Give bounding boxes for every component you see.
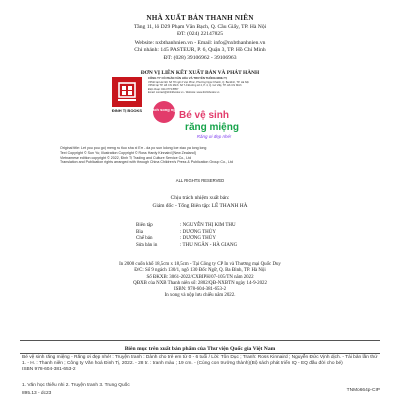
staff-name: : DƯƠNG THỦY bbox=[180, 229, 217, 235]
book-title-line1: Bé vệ sinh bbox=[178, 110, 230, 121]
responsibility-label: Chịu trách nhiệm xuất bản: bbox=[170, 195, 230, 201]
staff-name: : NGUYỄN THỊ KIM THU bbox=[180, 223, 236, 228]
print-run: In 2000 cuốn khổ 18,5cm x 18,5cm - Tại Công ty CP In và Thương mại Quốc Duy bbox=[119, 262, 281, 267]
publisher-branch: Chi nhánh: 145 PASTEUR, P. 6, Quận 3, TP. Hồ Chí Minh bbox=[134, 47, 266, 53]
cip-description: Bé vệ sinh răng miệng - Răng ơi đẹp nhé! : Truyện tranh : Dành cho trẻ em từ 0 - 6 tuổi / Lời: Tôn Dục ; Tranh: Ross Kinnaird ; Nguyễn Đức Vịnh dịch. - Tái bản lần thứ 1. - H. : Thanh niên ; Công ty Văn hoá Đinh Tị, 2022. - 28 tr. : tranh màu ; 19 cm. - (Cùng con trưởng thành)(Bộ sách phát triển IQ - EQ đầu đời cho bé) bbox=[22, 355, 378, 367]
partner-hcm-office: VPGD tại TP. Hồ Chí Minh: Số 7-9 Đường số 4, P. 4, Q. Gò Vấp, TP. Hồ Chí Minh bbox=[148, 84, 242, 87]
cip-title: Biên mục trên xuất bản phẩm của Thư viện Quốc gia Việt Nam bbox=[124, 346, 276, 352]
print-info bbox=[0, 262, 400, 300]
isbn-line: ISBN: 978-604-381-653-2 bbox=[173, 287, 227, 293]
logo-label: ĐINH TỊ BOOKS bbox=[111, 108, 143, 113]
cip-top-rule bbox=[20, 340, 380, 341]
staff-role: Bìa bbox=[136, 229, 143, 235]
partner-phone: Điện thoại: 024.3773 8857 bbox=[148, 87, 179, 91]
publisher-website: Website: nxbthanhnien.vn - Email: info@nxbthanhnien.vn bbox=[134, 40, 266, 46]
badge-icon bbox=[153, 101, 175, 123]
staff-role: Biên tập bbox=[136, 223, 153, 228]
book-title-line2: răng miệng bbox=[185, 122, 239, 133]
staff-list bbox=[136, 223, 316, 249]
staff-row bbox=[136, 236, 316, 243]
partner-section-title: ĐƠN VỊ LIÊN KẾT XUẤT BẢN VÀ PHÁT HÀNH bbox=[140, 70, 260, 76]
staff-name: : THU NGÂN - HÀ GIANG bbox=[180, 242, 238, 248]
cip-body bbox=[22, 355, 378, 374]
dinhti-books-logo-icon bbox=[112, 77, 142, 107]
publishing-decision: QĐXB của NXB Thanh niên số: 2802/QĐ-NXBTN ngày 14-9-2022 bbox=[133, 280, 267, 286]
partner-info bbox=[148, 77, 288, 95]
all-rights-reserved: ALL RIGHTS RESERVED bbox=[175, 178, 225, 183]
responsibility-director: Giám đốc - Tổng Biên tập: LÊ THANH HÀ bbox=[152, 203, 248, 209]
staff-role: Sửa bản in bbox=[136, 242, 158, 248]
partner-hanoi-office: VPGD tại Hà Nội: Số 78 ngõ 2 Vạn Phúc, Phường Ngọc Khánh, Q. Ba Đình, TP. Hà Nội bbox=[148, 80, 249, 84]
publisher-address: Tầng 11, lô D29 Phạm Văn Bạch, Q. Cầu Giấy, TP. Hà Nội bbox=[133, 24, 267, 30]
book-title-logo bbox=[150, 98, 258, 144]
staff-row bbox=[136, 230, 316, 237]
credits-block bbox=[60, 146, 340, 165]
publisher-branch-phone: ĐT: (028) 39106962 - 39106963 bbox=[163, 55, 237, 61]
credit-vietnamese-edition: Vietnamese edition copyright © 2022, Đinh Tị Trading and Culture Service Co., Ltd bbox=[60, 155, 192, 160]
registration-number: Số ĐKXB: 3061-2022/CXBIPH/07-105/TN năm 2022 bbox=[146, 274, 254, 280]
cip-class: 895.13 - dc23 bbox=[22, 391, 52, 396]
printer-address: Đ/C: Số 9 ngách 130/1, ngõ 130 Đốc Ngữ, Q. Ba Đình, TP. Hà Nội bbox=[134, 268, 266, 274]
book-subtitle: Răng ơi đẹp nhé! bbox=[196, 134, 232, 139]
cip-isbn: ISBN 978-604-381-653-2 bbox=[22, 367, 76, 373]
publisher-phone: ĐT: (024) 22147825 bbox=[176, 31, 224, 37]
staff-role: Chế bản bbox=[136, 236, 153, 242]
partner-company: CÔNG TY CỔ PHẦN VĂN HÓA VÀ TRUYỀN THÔNG ĐINH TỊ bbox=[148, 76, 227, 80]
staff-row bbox=[136, 243, 316, 250]
cip-subjects: 1. Văn học thiếu nhi 2. Truyện tranh 3. Trung Quốc bbox=[22, 383, 130, 388]
partner-contact: Email: contact@dinhtibooks.vn - Website: www.dinhtibooks.vn bbox=[148, 91, 220, 94]
staff-row bbox=[136, 223, 316, 230]
cip-title-rule bbox=[20, 353, 380, 354]
credit-copyright: Text Copyright © Sun Yu; Illustration Copyright © Ross Hardy Kinnaird [New Zealand] bbox=[60, 150, 196, 155]
credit-original-title: Original title: Let you pou go) meng ru tluo sha xi Err - da po sun lolong loe xiao ya long long bbox=[60, 146, 207, 150]
publisher-name: NHÀ XUẤT BẢN THANH NIÊN bbox=[146, 14, 254, 22]
credit-translation-rights: Translation and Publication rights arranged with through China Children's Press & Publication Group Co., Ltd bbox=[60, 160, 233, 165]
staff-name: : DƯƠNG THỦY bbox=[180, 236, 217, 242]
deposit-line: In xong và nộp lưu chiểu năm 2022. bbox=[164, 293, 236, 299]
cip-code: TNMo664p-CIP bbox=[346, 388, 380, 393]
badge-text: Sách song ngữ bbox=[150, 107, 179, 112]
